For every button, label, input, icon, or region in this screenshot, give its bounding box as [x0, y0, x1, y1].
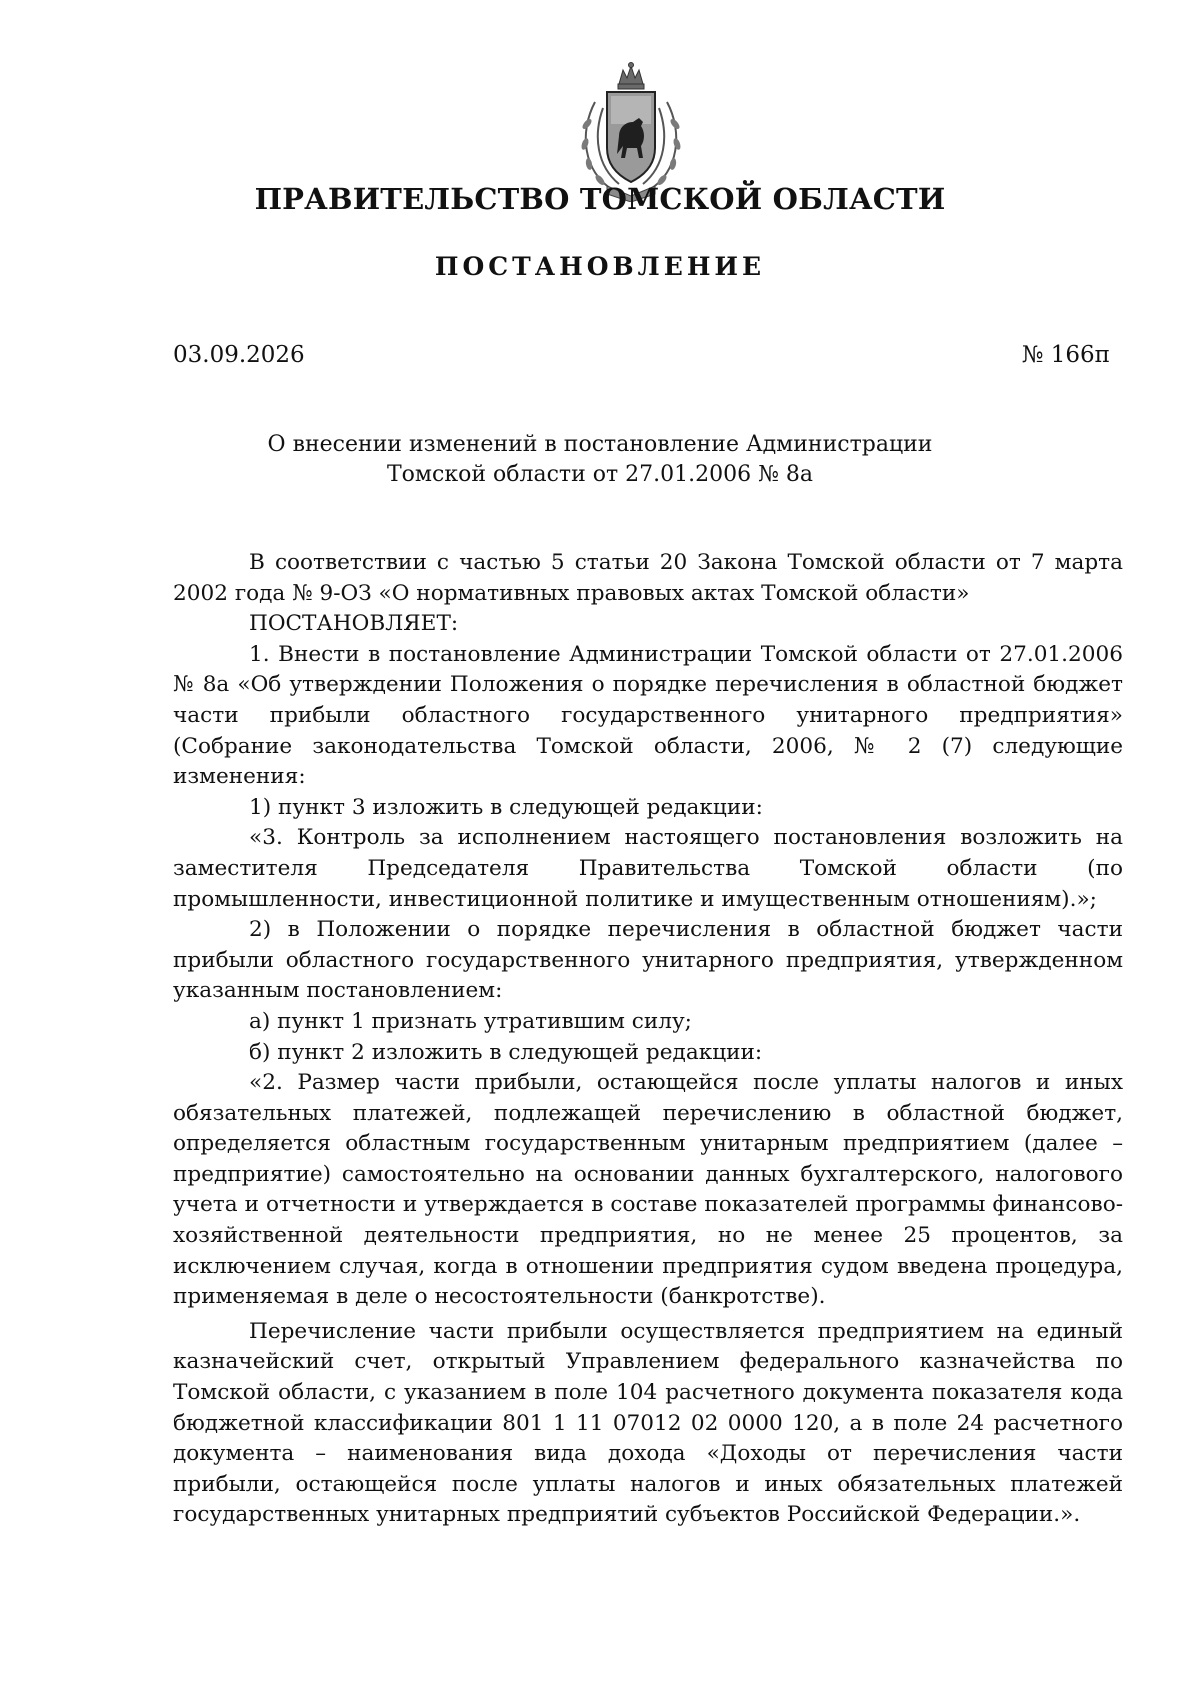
subject-line-2: Томской области от 27.01.2006 № 8а — [386, 462, 814, 487]
body-paragraph: «2. Размер части прибыли, остающейся после уплаты налогов и иных обязательных платежей, подлежащей перечислению в областной бюджет, определяется областным государственным унитарным предприятием (далее – предприятие) самостоятельно на основании данных бухгалтерского, налогового учета и отчетности и утверждается в составе показателей программы финансово-хозяйственной деятельности предприятия, но не менее 25 процентов, за исключением случая, когда в отношении предприятия судом введена процедура, применяемая в деле о несостоятельности (банкротстве). — [173, 1070, 1123, 1310]
document-date: 03.09.2026 — [173, 342, 305, 368]
body-paragraph: «3. Контроль за исполнением настоящего постановления возложить на заместителя Председателя Правительства Томской области (по промышленности, инвестиционной политике и имущественным отношениям).»; — [173, 825, 1123, 912]
body-paragraph: 1. Внести в постановление Администрации Томской области от 27.01.2006 № 8а «Об утверждении Положения о порядке перечисления в областной бюджет части прибыли областного государственного унитарного предприятия» (Собрание законодательства Томской области, 2006, № 2 (7) следующие изменения: — [173, 641, 1123, 790]
body-paragraph: В соответствии с частью 5 статьи 20 Закона Томской области от 7 марта 2002 года № 9-ОЗ «О нормативных правовых актах Томской области» — [173, 550, 1123, 606]
document-number: № 166п — [1021, 342, 1110, 368]
body-paragraph: 2) в Положении о порядке перечисления в областной бюджет части прибыли областного государственного унитарного предприятия, утвержденном указанным постановлением: — [173, 917, 1123, 1004]
body-paragraph: 1) пункт 3 изложить в следующей редакции: — [249, 794, 763, 820]
subject-line-1: О внесении изменений в постановление Администрации — [267, 432, 933, 457]
body-paragraph: а) пункт 1 признать утратившим силу; — [249, 1008, 692, 1034]
coat-of-arms-icon — [573, 62, 689, 202]
document-body — [173, 548, 1123, 1531]
body-paragraph-resolves: ПОСТАНОВЛЯЕТ: — [249, 611, 459, 637]
document-subject — [150, 430, 1050, 490]
body-paragraph: б) пункт 2 изложить в следующей редакции: — [249, 1039, 763, 1065]
document-type-heading: ПОСТАНОВЛЕНИЕ — [434, 252, 766, 281]
body-paragraph: Перечисление части прибыли осуществляется предприятием на единый казначейский счет, открытый Управлением федерального казначейства по Томской области, с указанием в поле 104 расчетного документа показателя кода бюджетной классификации 801 1 11 07012 02 0000 120, а в поле 24 расчетного документа – наименования вида дохода «Доходы от перечисления части прибыли, остающейся после уплаты налогов и иных обязательных платежей государственных унитарных предприятий субъектов Российской Федерации.». — [173, 1318, 1123, 1528]
organization-title: ПРАВИТЕЛЬСТВО ТОМСКОЙ ОБЛАСТИ — [254, 182, 946, 216]
